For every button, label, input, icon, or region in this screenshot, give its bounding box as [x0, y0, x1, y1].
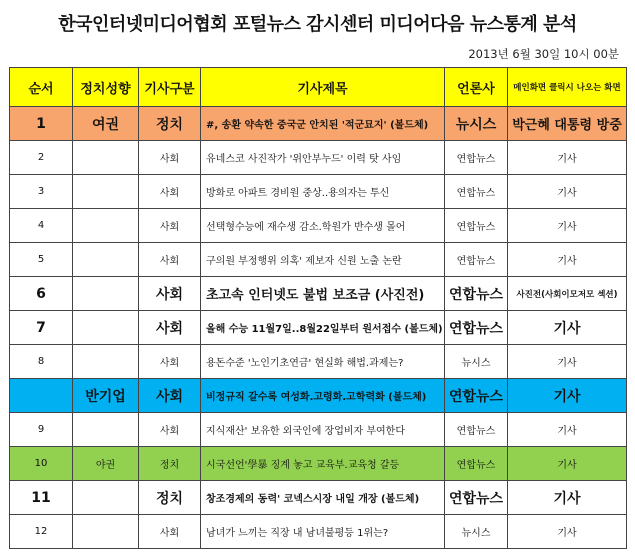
cell-category: 사회: [139, 515, 201, 549]
cell-category: 정치: [139, 107, 201, 141]
cell-order: 9: [10, 413, 73, 447]
cell-lean: 반기업: [73, 379, 139, 413]
cell-note: 박근혜 대통령 방중: [508, 107, 627, 141]
cell-lean: [73, 515, 139, 549]
table-row: [10, 379, 627, 413]
header-category: 기사구분: [139, 68, 201, 107]
cell-title-link[interactable]: 구의원 부정행위 의혹' 제보자 신원 노출 논란: [201, 243, 445, 277]
cell-title-link[interactable]: 남녀가 느끼는 직장 내 남녀불평등 1위는?: [201, 515, 445, 549]
header-political-lean: 정치성향: [73, 68, 139, 107]
cell-category: 사회: [139, 345, 201, 379]
cell-category: 정치: [139, 481, 201, 515]
cell-press: 연합뉴스: [445, 141, 508, 175]
table-row: [10, 413, 627, 447]
cell-press: 연합뉴스: [445, 447, 508, 481]
table-row: [10, 481, 627, 515]
table-row: [10, 345, 627, 379]
header-row: [10, 68, 627, 107]
cell-title-link[interactable]: 비정규직 갈수록 여성화.고령화.고학력화 (볼드체): [201, 379, 445, 413]
cell-lean: [73, 413, 139, 447]
cell-category: 사회: [139, 379, 201, 413]
table-row: [10, 311, 627, 345]
cell-title-link[interactable]: 용돈수준 '노인기초연금' 현실화 해법.과제는?: [201, 345, 445, 379]
cell-note: 기사: [508, 345, 627, 379]
cell-title-link[interactable]: 창조경제의 동력' 코넥스시장 내일 개장 (볼드체): [201, 481, 445, 515]
cell-title-link[interactable]: 시국선언'學暴 징계 놓고 교육부.교육청 갈등: [201, 447, 445, 481]
cell-note: 기사: [508, 209, 627, 243]
cell-press: 연합뉴스: [445, 311, 508, 345]
table-row: [10, 515, 627, 549]
cell-note: 기사: [508, 413, 627, 447]
cell-press: 뉴시스: [445, 515, 508, 549]
header-press: 언론사: [445, 68, 508, 107]
cell-order: [10, 379, 73, 413]
cell-lean: [73, 481, 139, 515]
cell-category: 사회: [139, 141, 201, 175]
header-article-title: 기사제목: [201, 68, 445, 107]
cell-note: 기사: [508, 243, 627, 277]
cell-press: 뉴시스: [445, 107, 508, 141]
news-stats-table: [9, 67, 627, 549]
cell-press: 연합뉴스: [445, 277, 508, 311]
cell-note: 기사: [508, 447, 627, 481]
cell-title-link[interactable]: 초고속 인터넷도 불법 보조금 (사진전): [201, 277, 445, 311]
cell-category: 사회: [139, 243, 201, 277]
cell-note: 기사: [508, 175, 627, 209]
table-row: [10, 277, 627, 311]
cell-press: 뉴시스: [445, 345, 508, 379]
cell-press: 연합뉴스: [445, 243, 508, 277]
cell-order: 10: [10, 447, 73, 481]
cell-category: 사회: [139, 175, 201, 209]
cell-order: 1: [10, 107, 73, 141]
table-row: [10, 209, 627, 243]
cell-note: 기사: [508, 311, 627, 345]
cell-press: 연합뉴스: [445, 413, 508, 447]
cell-title-link[interactable]: 유네스코 사진작가 '위안부누드' 이력 탓 사임: [201, 141, 445, 175]
cell-lean: [73, 141, 139, 175]
cell-order: 11: [10, 481, 73, 515]
cell-lean: [73, 277, 139, 311]
cell-note: 기사: [508, 379, 627, 413]
table-row: [10, 175, 627, 209]
cell-order: 5: [10, 243, 73, 277]
cell-category: 사회: [139, 209, 201, 243]
table-row: [10, 447, 627, 481]
cell-title-link[interactable]: 방화로 아파트 경비원 중상..용의자는 투신: [201, 175, 445, 209]
table-row: [10, 107, 627, 141]
cell-lean: [73, 209, 139, 243]
table-row: [10, 243, 627, 277]
cell-note: 기사: [508, 515, 627, 549]
cell-lean: 야권: [73, 447, 139, 481]
cell-press: 연합뉴스: [445, 209, 508, 243]
cell-title-link[interactable]: 선택형수능에 재수생 감소.학원가 반수생 몰어: [201, 209, 445, 243]
report-date: 2013년 6월 30일 10시 00분: [468, 47, 619, 61]
cell-press: 연합뉴스: [445, 481, 508, 515]
cell-category: 사회: [139, 413, 201, 447]
cell-press: 연합뉴스: [445, 175, 508, 209]
cell-category: 정치: [139, 447, 201, 481]
cell-title-link[interactable]: #, 송환 약속한 중국군 안치된 '적군묘지' (볼드체): [201, 107, 445, 141]
cell-press: 연합뉴스: [445, 379, 508, 413]
cell-note: 기사: [508, 481, 627, 515]
cell-category: 사회: [139, 311, 201, 345]
cell-order: 3: [10, 175, 73, 209]
cell-order: 8: [10, 345, 73, 379]
cell-category: 사회: [139, 277, 201, 311]
header-order: 순서: [10, 68, 73, 107]
cell-lean: 여권: [73, 107, 139, 141]
cell-order: 4: [10, 209, 73, 243]
cell-lean: [73, 311, 139, 345]
cell-note: 사진전(사회이모저모 섹션): [508, 277, 627, 311]
table-row: [10, 141, 627, 175]
cell-note: 기사: [508, 141, 627, 175]
cell-order: 12: [10, 515, 73, 549]
cell-order: 2: [10, 141, 73, 175]
cell-title-link[interactable]: 지식재산' 보유한 외국인에 장업비자 부여한다: [201, 413, 445, 447]
cell-lean: [73, 243, 139, 277]
page-title: 한국인터넷미디어협회 포털뉴스 감시센터 미디어다음 뉴스통계 분석: [58, 14, 577, 35]
header-click-screen: 메인화면 클릭시 나오는 화면: [508, 68, 627, 107]
cell-order: 6: [10, 277, 73, 311]
cell-lean: [73, 345, 139, 379]
cell-order: 7: [10, 311, 73, 345]
cell-lean: [73, 175, 139, 209]
cell-title-link[interactable]: 올해 수능 11월7일..8월22일부터 원서접수 (볼드체): [201, 311, 445, 345]
